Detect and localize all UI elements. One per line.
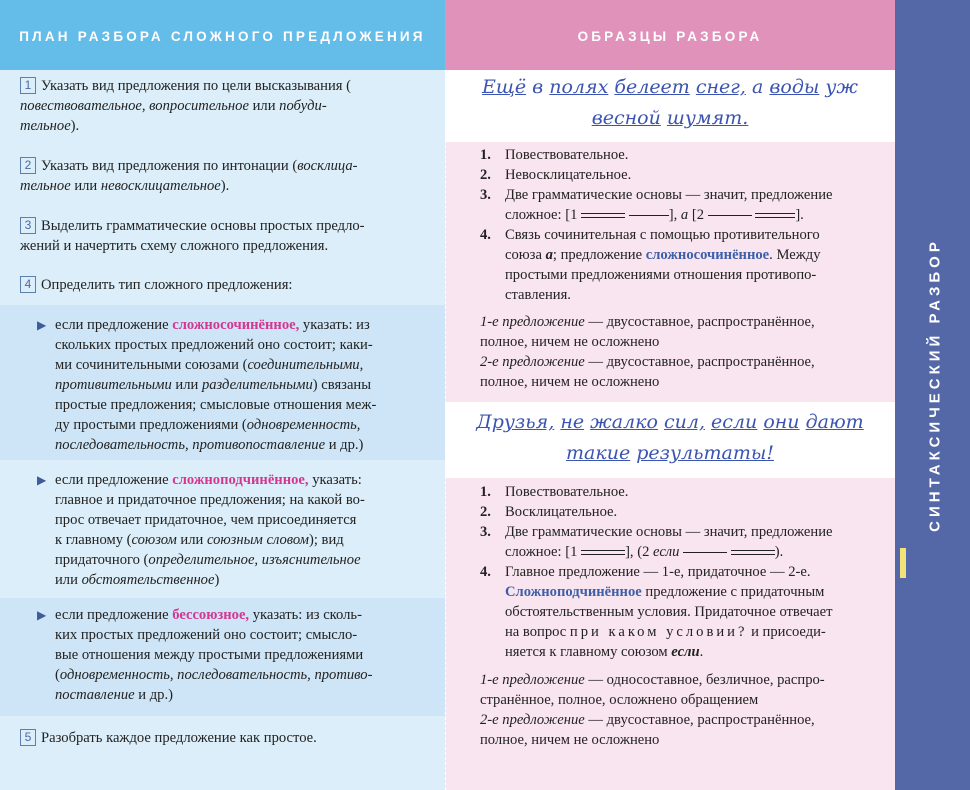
arrow-right-icon: ▶ bbox=[37, 473, 47, 487]
sample-2-part-2: 2-е предложение — двусоставное, распространённое, полное, ничем не осложнено bbox=[480, 712, 815, 748]
sample-1-part-1: 1-е предложение — двусоставное, распространённое, полное, ничем не осложнено bbox=[480, 314, 815, 350]
sample-1-part-2: 2-е предложение — двусоставное, распространённое, полное, ничем не осложнено bbox=[480, 354, 815, 390]
predicate-underline bbox=[629, 215, 669, 216]
side-accent-bar bbox=[900, 548, 906, 578]
sample-1-item-4: 4. Связь сочинительная с помощью противительного союза а; предложение сложносочинённое. Между простыми предложениями отношения противопо- ставления. bbox=[480, 227, 821, 303]
sub-item-asyndetic: ▶ если предложение бессоюзное, указать: из сколь- ких простых предложений оно состоит; смысло- вые отношения между простыми предложениями (одновременность, последовательность, противо- поставление и др.) bbox=[37, 607, 373, 703]
step-4: 4 Определить тип сложного предложения: bbox=[20, 275, 425, 295]
sample-1-item-2: 2. Невосклицательное. bbox=[480, 167, 632, 183]
subject-underline bbox=[755, 213, 795, 218]
sample-1-sentence: Ещё в полях белеет снег, а воды уж весной шумят. bbox=[481, 76, 859, 129]
sample-2-item-2: 2. Восклицательное. bbox=[480, 504, 618, 520]
predicate-underline bbox=[708, 215, 752, 216]
step-number: 4 bbox=[20, 276, 36, 293]
step-1: 1 Указать вид предложения по цели высказывания ( повествовательное, вопросительное или побуди- тельное). bbox=[20, 78, 351, 134]
step-2: 2 Указать вид предложения по интонации (восклица- тельное или невосклицательное). bbox=[20, 158, 358, 194]
sample-2-part-1: 1-е предложение — односоставное, безличное, распро- странённое, полное, осложнено обращением bbox=[480, 672, 825, 708]
arrow-right-icon: ▶ bbox=[37, 318, 47, 332]
step-number: 1 bbox=[20, 77, 36, 94]
step-number: 2 bbox=[20, 157, 36, 174]
sub-item-compound: ▶ если предложение сложносочинённое, указать: из скольких простых предложений оно состоит; каки- ми сочинительными союзами (соединительными, противительными или разделительными) связаны простые предложения; смысловые отношения меж- ду простыми предложениями (одновременность, последовательность, противопоставление и др.) bbox=[37, 317, 377, 453]
sub-item-complex: ▶ если предложение сложноподчинённое, указать: главное и придаточное предложения; на какой во- прос отвечает придаточное, чем присоединяется к главному (союзом или союзным словом); вид придаточного (определительное, изъяснительное или обстоятельственное) bbox=[37, 472, 365, 588]
sample-2-item-3: 3. Две грамматические основы — значит, предложение сложное: [1 ], (2 если ). bbox=[480, 524, 833, 560]
sample-1-item-1: 1. Повествовательное. bbox=[480, 147, 629, 163]
step-number: 3 bbox=[20, 217, 36, 234]
sample-2-item-4: 4. Главное предложение — 1-е, придаточное — 2-е. Сложноподчинённое предложение с придаточным обстоятельственным условия. Придаточное отвечает на вопрос при каком условии? и присоеди- няется к главному союзом если. bbox=[480, 564, 833, 660]
samples-header: ОБРАЗЦЫ РАЗБОРА bbox=[445, 0, 895, 70]
step-number: 5 bbox=[20, 729, 36, 746]
step-3: 3 Выделить грамматические основы простых предло- жений и начертить схему сложного предложения. bbox=[20, 218, 365, 254]
predicate-underline bbox=[683, 552, 727, 553]
sample-1-item-3: 3. Две грамматические основы — значит, предложение сложное: [1 ], а [2 ]. bbox=[480, 187, 833, 223]
subject-underline bbox=[581, 550, 625, 555]
sample-2-sentence: Друзья, не жалко сил, если они дают такие результаты! bbox=[476, 411, 864, 464]
subject-underline bbox=[581, 213, 625, 218]
step-5: 5 Разобрать каждое предложение как простое. bbox=[20, 728, 425, 748]
plan-header: ПЛАН РАЗБОРА СЛОЖНОГО ПРЕДЛОЖЕНИЯ bbox=[0, 0, 445, 70]
side-title: СИНТАКСИЧЕСКИЙ РАЗБОР bbox=[926, 238, 944, 532]
subject-underline bbox=[731, 550, 775, 555]
arrow-right-icon: ▶ bbox=[37, 608, 47, 622]
sample-2-item-1: 1. Повествовательное. bbox=[480, 484, 629, 500]
